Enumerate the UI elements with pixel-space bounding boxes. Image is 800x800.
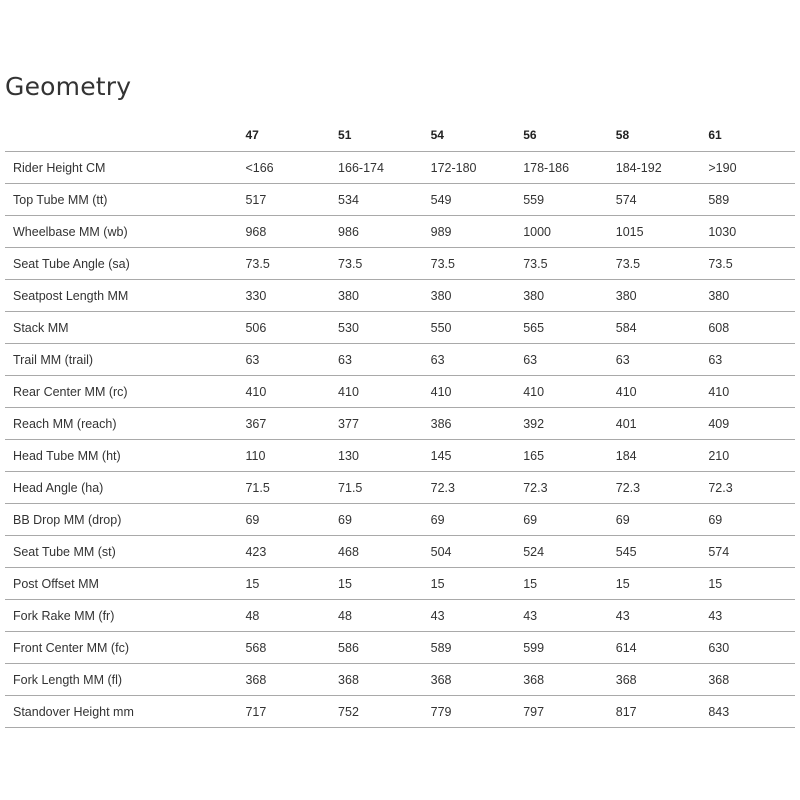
- row-label: BB Drop MM (drop): [5, 504, 239, 536]
- size-header: 58: [610, 119, 703, 152]
- value-cell: 986: [332, 216, 425, 248]
- table-row: [5, 312, 795, 344]
- value-cell: 63: [610, 344, 703, 376]
- value-cell: 380: [517, 280, 610, 312]
- value-cell: 368: [702, 664, 795, 696]
- header-label-cell: [5, 119, 239, 152]
- table-row: [5, 280, 795, 312]
- value-cell: 15: [610, 568, 703, 600]
- value-cell: 410: [239, 376, 332, 408]
- value-cell: 608: [702, 312, 795, 344]
- table-row: [5, 440, 795, 472]
- table-row: [5, 408, 795, 440]
- value-cell: 410: [332, 376, 425, 408]
- row-label: Top Tube MM (tt): [5, 184, 239, 216]
- value-cell: 69: [610, 504, 703, 536]
- value-cell: 779: [425, 696, 518, 728]
- table-row: [5, 568, 795, 600]
- value-cell: 48: [332, 600, 425, 632]
- value-cell: 110: [239, 440, 332, 472]
- table-row: [5, 696, 795, 728]
- table-row: [5, 248, 795, 280]
- value-cell: 367: [239, 408, 332, 440]
- row-label: Seatpost Length MM: [5, 280, 239, 312]
- page-title: Geometry: [5, 72, 132, 101]
- value-cell: 72.3: [610, 472, 703, 504]
- value-cell: 184-192: [610, 152, 703, 184]
- value-cell: 210: [702, 440, 795, 472]
- row-label: Rear Center MM (rc): [5, 376, 239, 408]
- value-cell: 69: [239, 504, 332, 536]
- value-cell: 586: [332, 632, 425, 664]
- value-cell: 574: [702, 536, 795, 568]
- value-cell: 410: [702, 376, 795, 408]
- table-row: [5, 216, 795, 248]
- value-cell: 368: [239, 664, 332, 696]
- value-cell: 71.5: [239, 472, 332, 504]
- value-cell: 15: [332, 568, 425, 600]
- row-label: Trail MM (trail): [5, 344, 239, 376]
- value-cell: 614: [610, 632, 703, 664]
- value-cell: 989: [425, 216, 518, 248]
- value-cell: 166-174: [332, 152, 425, 184]
- size-header: 47: [239, 119, 332, 152]
- size-header: 56: [517, 119, 610, 152]
- value-cell: 63: [425, 344, 518, 376]
- value-cell: 559: [517, 184, 610, 216]
- value-cell: 48: [239, 600, 332, 632]
- value-cell: 517: [239, 184, 332, 216]
- row-label: Post Offset MM: [5, 568, 239, 600]
- value-cell: 1015: [610, 216, 703, 248]
- value-cell: 15: [239, 568, 332, 600]
- table-row: [5, 632, 795, 664]
- row-label: Reach MM (reach): [5, 408, 239, 440]
- value-cell: 574: [610, 184, 703, 216]
- value-cell: 752: [332, 696, 425, 728]
- row-label: Stack MM: [5, 312, 239, 344]
- value-cell: >190: [702, 152, 795, 184]
- value-cell: 589: [702, 184, 795, 216]
- value-cell: 69: [332, 504, 425, 536]
- value-cell: 568: [239, 632, 332, 664]
- table-row: [5, 600, 795, 632]
- table-body: [5, 152, 795, 728]
- value-cell: 72.3: [517, 472, 610, 504]
- value-cell: 69: [517, 504, 610, 536]
- value-cell: 63: [517, 344, 610, 376]
- value-cell: 584: [610, 312, 703, 344]
- value-cell: 534: [332, 184, 425, 216]
- value-cell: 599: [517, 632, 610, 664]
- value-cell: 504: [425, 536, 518, 568]
- row-label: Rider Height CM: [5, 152, 239, 184]
- value-cell: 545: [610, 536, 703, 568]
- geometry-table: [5, 119, 795, 728]
- value-cell: 506: [239, 312, 332, 344]
- value-cell: 43: [517, 600, 610, 632]
- value-cell: 172-180: [425, 152, 518, 184]
- value-cell: 392: [517, 408, 610, 440]
- value-cell: 43: [702, 600, 795, 632]
- row-label: Seat Tube MM (st): [5, 536, 239, 568]
- value-cell: 130: [332, 440, 425, 472]
- value-cell: 530: [332, 312, 425, 344]
- value-cell: 410: [610, 376, 703, 408]
- row-label: Fork Rake MM (fr): [5, 600, 239, 632]
- value-cell: 69: [425, 504, 518, 536]
- size-header: 54: [425, 119, 518, 152]
- value-cell: 63: [239, 344, 332, 376]
- value-cell: 401: [610, 408, 703, 440]
- value-cell: 368: [517, 664, 610, 696]
- value-cell: 423: [239, 536, 332, 568]
- table-row: [5, 664, 795, 696]
- row-label: Head Angle (ha): [5, 472, 239, 504]
- value-cell: 368: [332, 664, 425, 696]
- value-cell: 330: [239, 280, 332, 312]
- value-cell: 72.3: [425, 472, 518, 504]
- value-cell: 73.5: [610, 248, 703, 280]
- value-cell: 843: [702, 696, 795, 728]
- value-cell: 549: [425, 184, 518, 216]
- value-cell: 817: [610, 696, 703, 728]
- value-cell: 73.5: [517, 248, 610, 280]
- value-cell: 797: [517, 696, 610, 728]
- value-cell: 410: [517, 376, 610, 408]
- value-cell: 73.5: [239, 248, 332, 280]
- value-cell: 69: [702, 504, 795, 536]
- value-cell: 409: [702, 408, 795, 440]
- value-cell: 630: [702, 632, 795, 664]
- value-cell: 1000: [517, 216, 610, 248]
- table-row: [5, 344, 795, 376]
- value-cell: 468: [332, 536, 425, 568]
- value-cell: 178-186: [517, 152, 610, 184]
- value-cell: 43: [610, 600, 703, 632]
- row-label: Fork Length MM (fl): [5, 664, 239, 696]
- value-cell: 565: [517, 312, 610, 344]
- size-header: 61: [702, 119, 795, 152]
- value-cell: 1030: [702, 216, 795, 248]
- value-cell: 410: [425, 376, 518, 408]
- row-label: Standover Height mm: [5, 696, 239, 728]
- table-row: [5, 152, 795, 184]
- value-cell: 63: [332, 344, 425, 376]
- value-cell: 377: [332, 408, 425, 440]
- value-cell: <166: [239, 152, 332, 184]
- value-cell: 589: [425, 632, 518, 664]
- value-cell: 380: [702, 280, 795, 312]
- value-cell: 380: [425, 280, 518, 312]
- value-cell: 968: [239, 216, 332, 248]
- value-cell: 368: [425, 664, 518, 696]
- value-cell: 73.5: [332, 248, 425, 280]
- value-cell: 73.5: [702, 248, 795, 280]
- value-cell: 15: [517, 568, 610, 600]
- row-label: Front Center MM (fc): [5, 632, 239, 664]
- row-label: Head Tube MM (ht): [5, 440, 239, 472]
- value-cell: 15: [702, 568, 795, 600]
- value-cell: 386: [425, 408, 518, 440]
- value-cell: 43: [425, 600, 518, 632]
- value-cell: 550: [425, 312, 518, 344]
- table-row: [5, 504, 795, 536]
- row-label: Seat Tube Angle (sa): [5, 248, 239, 280]
- table-row: [5, 184, 795, 216]
- value-cell: 73.5: [425, 248, 518, 280]
- value-cell: 368: [610, 664, 703, 696]
- header-row: [5, 119, 795, 152]
- value-cell: 15: [425, 568, 518, 600]
- value-cell: 145: [425, 440, 518, 472]
- row-label: Wheelbase MM (wb): [5, 216, 239, 248]
- value-cell: 717: [239, 696, 332, 728]
- value-cell: 524: [517, 536, 610, 568]
- value-cell: 380: [332, 280, 425, 312]
- value-cell: 71.5: [332, 472, 425, 504]
- size-header: 51: [332, 119, 425, 152]
- value-cell: 165: [517, 440, 610, 472]
- table-row: [5, 472, 795, 504]
- value-cell: 184: [610, 440, 703, 472]
- value-cell: 380: [610, 280, 703, 312]
- table-header: [5, 119, 795, 152]
- value-cell: 63: [702, 344, 795, 376]
- table-row: [5, 376, 795, 408]
- table-row: [5, 536, 795, 568]
- value-cell: 72.3: [702, 472, 795, 504]
